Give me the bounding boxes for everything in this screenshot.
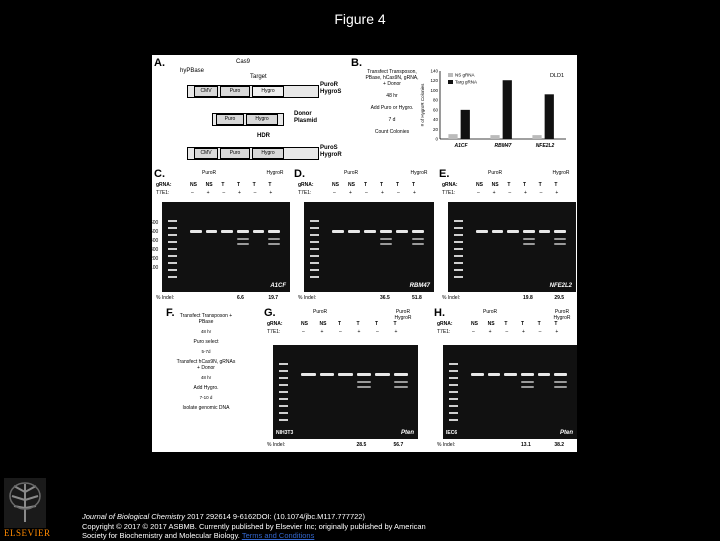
ladder-band: [449, 370, 458, 372]
grna-row-cell: T: [504, 321, 508, 327]
hypbase-label: hyPBase: [180, 68, 205, 74]
workflow-step: Transfect hCas9N, gRNAs + Donor: [176, 359, 236, 371]
ladder-band: [454, 262, 463, 264]
y-axis-label: # of HygroR Colonies: [420, 83, 425, 127]
ladder-band: [279, 419, 288, 421]
workflow-step: 7 d: [388, 117, 396, 123]
t7e1-row-cell: –: [365, 190, 368, 196]
panel-b-workflow: [364, 69, 420, 141]
cleaved-band: [357, 386, 372, 388]
t7e1-row-cell: –: [539, 190, 543, 196]
t7e1-row-cell: +: [206, 190, 210, 196]
workflow-step: 48 hr: [386, 93, 398, 99]
indel-value: 29.5: [554, 295, 565, 301]
ladder-band: [279, 405, 288, 407]
gel-band: [190, 230, 202, 233]
y-tick-label: 0: [435, 136, 438, 142]
gel-band: [380, 230, 392, 233]
t7e1-row-cell: –: [505, 329, 509, 335]
bar-ns-grna-a1cf: [448, 134, 457, 139]
indel-value: 51.8: [412, 295, 422, 301]
ladder-band: [454, 248, 463, 250]
grna-row-cell: T: [252, 182, 256, 188]
ladder-band: [454, 234, 463, 236]
y-tick-label: 80: [432, 97, 438, 103]
y-tick-label: 140: [430, 68, 438, 74]
grna-row-cell: T: [237, 182, 241, 188]
copyright-text: Copyright © 2017 © 2017 ASBMB. Currently published by Elsevier Inc; originally published by American: [82, 521, 426, 531]
ladder-band: [279, 363, 288, 365]
legend-label: NS gRNA: [455, 72, 475, 78]
t7e1-row-cell: +: [555, 190, 559, 196]
hygro-box-2: Hygro: [252, 148, 284, 159]
puro-box-1: Puro: [220, 86, 250, 97]
gel-band: [523, 230, 535, 233]
indel-value: 19.7: [268, 295, 279, 301]
x-tick-label: RBM47: [494, 143, 512, 149]
t7e1-row-cell: +: [238, 190, 241, 196]
group-header-2: HygroR: [266, 170, 284, 176]
gel-band: [338, 373, 353, 376]
grna-row-cell: NS: [205, 182, 213, 188]
gel-band: [476, 230, 488, 233]
ladder-band: [310, 220, 319, 222]
t7e1-row-cell: +: [381, 190, 384, 196]
indel-label: % Indel:: [267, 442, 286, 448]
gel-image: [162, 202, 290, 292]
legend-swatch: [448, 80, 453, 84]
cleaved-band: [554, 238, 566, 240]
cas9-label: Cas9: [236, 59, 251, 65]
cleaved-band: [268, 238, 280, 240]
y-tick-label: 20: [432, 126, 438, 132]
figure-image: [152, 55, 577, 452]
gel-band: [332, 230, 344, 233]
grna-row-cell: NS: [348, 182, 355, 188]
footer-citation: [82, 512, 642, 541]
ladder-band: [454, 241, 463, 243]
panel-e-label: E.: [439, 168, 450, 180]
ladder-band: [310, 255, 319, 257]
gene-label: NFE2L2: [549, 283, 572, 289]
ladder-band: [310, 241, 319, 243]
grna-row-cell: T: [380, 182, 384, 188]
grna-row-cell: T: [221, 182, 225, 188]
grna-row-cell: NS: [491, 182, 499, 188]
grna-row-cell: NS: [301, 321, 308, 327]
t7e1-row-cell: +: [522, 329, 525, 335]
cleaved-band: [237, 238, 249, 240]
gene-label: Pten: [400, 430, 414, 436]
legend-swatch: [448, 73, 453, 77]
cleaved-band: [554, 381, 567, 383]
gel-band: [206, 230, 218, 233]
gel-band: [301, 373, 316, 376]
grna-row-cell: NS: [190, 182, 197, 188]
t7e1-row-cell: +: [524, 190, 527, 196]
grna-row-cell: gRNA:: [156, 182, 172, 188]
grna-row-cell: T: [537, 321, 541, 327]
ladder-band: [168, 248, 177, 250]
grna-row-cell: gRNA:: [437, 321, 453, 327]
journal-name: Journal of Biological Chemistry: [82, 512, 185, 521]
grna-row-cell: T: [268, 182, 272, 188]
citation-text: 2017 292614 9-6162DOI: (10.1074/jbc.M117.777722): [184, 512, 365, 521]
workflow-step: Transfect Transposon, PBase, hCas9N, gRNA, + Donor: [365, 69, 419, 87]
workflow-step: 48 hr: [200, 375, 212, 380]
grna-row-cell: NS: [332, 182, 339, 188]
ladder-band: [279, 384, 288, 386]
grna-row-cell: T: [554, 321, 558, 327]
ladder-size-label: 200: [150, 256, 159, 262]
group-header-2: PuroR HygroR: [394, 309, 412, 321]
cleaved-band: [412, 243, 424, 245]
t7e1-row-cell: –: [508, 190, 512, 196]
group-header-1: PuroR: [488, 170, 503, 176]
gel-band: [268, 230, 280, 233]
ladder-band: [449, 363, 458, 365]
panel-f-workflow: [176, 313, 236, 415]
ladder-band: [449, 384, 458, 386]
t7e1-row-cell: T7E1:: [437, 329, 451, 335]
ladder-band: [279, 377, 288, 379]
t7e1-row-cell: –: [472, 329, 475, 335]
group-header-1: PuroR: [483, 309, 498, 315]
ladder-size-label: 300: [150, 247, 159, 253]
cleaved-band: [521, 381, 534, 383]
cell-line-label: NIH3T3: [276, 430, 294, 436]
panel-c-label: C.: [154, 168, 165, 180]
workflow-step: Transfect Transposon + PBase: [179, 313, 233, 325]
gel-band: [488, 373, 501, 376]
gel-band: [521, 373, 534, 376]
colony-bar-chart: [418, 65, 574, 153]
t7e1-row-cell: T7E1:: [156, 190, 170, 196]
t7e1-row-cell: –: [538, 329, 542, 335]
ladder-band: [454, 227, 463, 229]
t7e1-row-cell: –: [477, 190, 480, 196]
cleaved-band: [237, 243, 249, 245]
indel-label: % Indel:: [437, 442, 456, 448]
grna-row-cell: T: [375, 321, 379, 327]
cleaved-band: [357, 381, 372, 383]
grna-row-cell: T: [393, 321, 397, 327]
t7e1-row-cell: +: [413, 190, 416, 196]
bar-targ-grna-a1cf: [461, 110, 470, 139]
puro-box-donor: Puro: [216, 114, 244, 125]
ladder-band: [310, 227, 319, 229]
cleaved-band: [523, 243, 535, 245]
t7e1-row-cell: +: [269, 190, 273, 196]
ladder-size-label: 600: [150, 220, 159, 226]
gel-band: [394, 373, 409, 376]
ladder-band: [168, 276, 177, 278]
cell-line-label: DLD1: [549, 73, 564, 79]
y-tick-label: 100: [430, 87, 438, 93]
grna-row-cell: T: [356, 321, 360, 327]
bar-targ-grna-rbm47: [503, 80, 512, 139]
gel-band: [539, 230, 551, 233]
t7e1-row-cell: –: [253, 190, 257, 196]
ladder-band: [168, 227, 177, 229]
grna-row-cell: T: [396, 182, 400, 188]
cleaved-band: [394, 381, 409, 383]
ladder-band: [168, 234, 177, 236]
group-header-2: HygroR: [552, 170, 570, 176]
panel-b-label: B.: [351, 57, 362, 69]
ladder-band: [449, 377, 458, 379]
grna-row-cell: T: [521, 321, 525, 327]
cleaved-band: [554, 386, 567, 388]
grna-row-cell: NS: [476, 182, 483, 188]
legend-label: Targ gRNA: [455, 79, 478, 85]
x-tick-label: NFE2L2: [535, 143, 555, 149]
group-header-2: HygroR: [410, 170, 428, 176]
bar-targ-grna-nfe2l2: [545, 94, 554, 139]
group-header-2: PuroR HygroR: [553, 309, 571, 321]
hygro-box-1: Hygro: [252, 86, 284, 97]
ladder-size-label: 500: [150, 229, 159, 235]
grna-row-cell: gRNA:: [267, 321, 283, 327]
workflow-step: Count Colonies: [374, 129, 410, 135]
cleaved-band: [554, 243, 566, 245]
grna-row-cell: T: [364, 182, 368, 188]
ladder-band: [168, 255, 177, 257]
cmv-box-1: CMV: [194, 86, 218, 97]
gel-band: [554, 230, 566, 233]
y-tick-label: 40: [432, 117, 438, 123]
t7e1-row-cell: +: [492, 190, 496, 196]
t7e1-row-cell: T7E1:: [298, 190, 312, 196]
ladder-size-label: 100: [150, 265, 159, 271]
ladder-band: [310, 248, 319, 250]
gel-band: [396, 230, 408, 233]
grna-row-cell: T: [523, 182, 527, 188]
x-tick-label: A1CF: [454, 143, 468, 149]
gel-image: [443, 345, 577, 439]
t7e1-row-cell: +: [357, 329, 361, 335]
gel-image: [448, 202, 576, 292]
group-header-1: PuroR: [344, 170, 359, 176]
gel-band: [504, 373, 517, 376]
gel-band: [554, 373, 567, 376]
workflow-step: Puro select: [193, 339, 219, 345]
indel-value: 19.8: [523, 295, 533, 301]
t7e1-row-cell: –: [333, 190, 336, 196]
terms-link[interactable]: Terms and Conditions: [241, 531, 315, 540]
hdr-label: HDR: [257, 133, 270, 139]
workflow-step: Add Puro or Hygro.: [370, 105, 414, 111]
ladder-band: [279, 391, 288, 393]
grna-row-cell: NS: [471, 321, 478, 327]
elsevier-logo-text: ELSEVIER: [4, 528, 51, 538]
donor-plasmid-label: Donor Plasmid: [294, 111, 318, 124]
ladder-band: [310, 234, 319, 236]
bar-ns-grna-rbm47: [490, 135, 499, 139]
gel-band: [492, 230, 504, 233]
ladder-band: [449, 419, 458, 421]
target-label: Target: [250, 74, 267, 80]
t7e1-row-cell: T7E1:: [442, 190, 456, 196]
workflow-step: 48 hr: [200, 329, 212, 334]
workflow-step: Isolate genomic DNA: [182, 405, 230, 411]
t7e1-row-cell: –: [376, 329, 379, 335]
cleaved-band: [412, 238, 424, 240]
gel-band: [320, 373, 335, 376]
indel-label: % Indel:: [298, 295, 317, 301]
group-header-1: PuroR: [202, 170, 217, 176]
gel-band: [253, 230, 265, 233]
panel-d-label: D.: [294, 168, 305, 180]
gel-band: [357, 373, 372, 376]
cleaved-band: [521, 386, 534, 388]
ladder-band: [449, 398, 458, 400]
hygro-box-donor: Hygro: [246, 114, 278, 125]
cleaved-band: [394, 386, 409, 388]
workflow-step: 5-7d: [201, 349, 211, 354]
ladder-band: [454, 255, 463, 257]
gene-label: RBM47: [409, 283, 430, 289]
cell-line-label: IEC6: [446, 430, 458, 436]
gel-band: [471, 373, 484, 376]
grna-row-cell: NS: [319, 321, 327, 327]
cleaved-band: [268, 243, 280, 245]
indel-value: 36.5: [380, 295, 390, 301]
ladder-band: [279, 370, 288, 372]
t7e1-row-cell: T7E1:: [267, 329, 281, 335]
grna-row-cell: T: [507, 182, 511, 188]
footer-line3: Society for Biochemistry and Molecular Biology.: [82, 531, 240, 540]
gel-band: [375, 373, 390, 376]
ladder-band: [279, 412, 288, 414]
y-tick-label: 120: [430, 78, 438, 84]
t7e1-row-cell: –: [302, 329, 305, 335]
ladder-band: [168, 269, 177, 271]
panel-g-label: G.: [264, 307, 276, 319]
ladder-band: [310, 262, 319, 264]
ladder-band: [454, 220, 463, 222]
selection-label-2: PuroS HygroR: [320, 145, 342, 158]
grna-row-cell: gRNA:: [442, 182, 458, 188]
ladder-band: [279, 398, 288, 400]
gel-band: [221, 230, 233, 233]
gel-band: [538, 373, 551, 376]
grna-row-cell: T: [338, 321, 342, 327]
t7e1-row-cell: –: [222, 190, 226, 196]
t7e1-row-cell: –: [339, 329, 342, 335]
grna-row-cell: T: [554, 182, 558, 188]
indel-value: 6.6: [237, 295, 244, 301]
indel-label: % Indel:: [442, 295, 461, 301]
indel-value: 56.7: [393, 442, 404, 448]
ladder-band: [310, 269, 319, 271]
indel-label: % Indel:: [156, 295, 175, 301]
group-header-1: PuroR: [313, 309, 328, 315]
gel-band: [348, 230, 360, 233]
ladder-band: [168, 241, 177, 243]
t7e1-row-cell: –: [397, 190, 400, 196]
t7e1-row-cell: +: [394, 329, 398, 335]
cleaved-band: [523, 238, 535, 240]
workflow-step: 7-10 d: [199, 395, 213, 400]
gene-label: Pten: [559, 430, 573, 436]
ladder-band: [454, 269, 463, 271]
y-tick-label: 60: [432, 107, 438, 113]
indel-value: 13.1: [521, 442, 531, 448]
puro-box-2: Puro: [220, 148, 250, 159]
gel-image: [273, 345, 418, 439]
grna-row-cell: T: [412, 182, 416, 188]
panel-f-label: F.: [166, 307, 175, 319]
t7e1-row-cell: +: [488, 329, 492, 335]
t7e1-row-cell: –: [191, 190, 194, 196]
indel-value: 28.5: [356, 442, 367, 448]
selection-label-1: PuroR HygroS: [320, 82, 342, 95]
workflow-step: Add Hygro.: [193, 385, 219, 391]
gel-band: [412, 230, 424, 233]
t7e1-row-cell: +: [320, 329, 324, 335]
bar-ns-grna-nfe2l2: [532, 135, 541, 139]
panel-a-label: A.: [154, 57, 165, 69]
panel-h-label: H.: [434, 307, 445, 319]
cmv-box-2: CMV: [194, 148, 218, 159]
cleaved-band: [380, 238, 392, 240]
ladder-band: [449, 412, 458, 414]
page-title: Figure 4: [334, 11, 386, 27]
ladder-band: [449, 391, 458, 393]
indel-value: 38.2: [554, 442, 565, 448]
grna-row-cell: gRNA:: [298, 182, 314, 188]
grna-row-cell: T: [538, 182, 542, 188]
ladder-band: [449, 405, 458, 407]
elsevier-logo: [4, 478, 46, 534]
gel-band: [364, 230, 376, 233]
gene-label: A1CF: [270, 283, 286, 289]
ladder-band: [454, 276, 463, 278]
gel-band: [237, 230, 249, 233]
ladder-size-label: 400: [150, 238, 159, 244]
gel-band: [507, 230, 519, 233]
gel-image: [304, 202, 434, 292]
t7e1-row-cell: +: [349, 190, 352, 196]
cleaved-band: [380, 243, 392, 245]
t7e1-row-cell: +: [555, 329, 559, 335]
ladder-band: [168, 220, 177, 222]
grna-row-cell: NS: [487, 321, 495, 327]
ladder-band: [310, 276, 319, 278]
ladder-band: [168, 262, 177, 264]
